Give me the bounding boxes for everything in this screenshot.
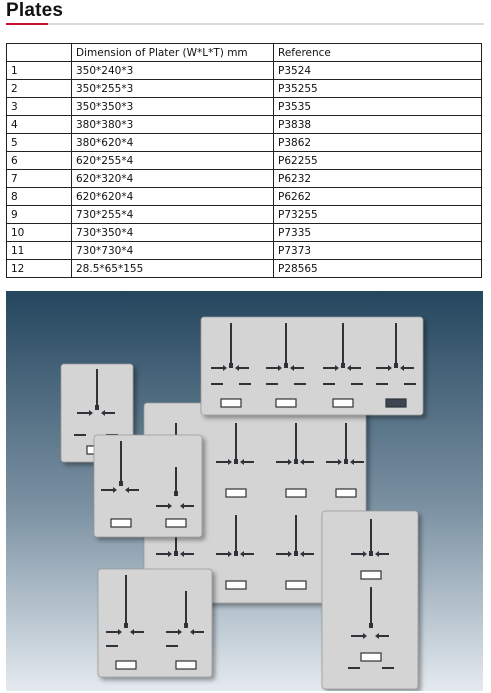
dimension-cell: 350*350*3: [72, 98, 274, 116]
title-divider: [6, 23, 484, 25]
arrow-mark: [351, 383, 363, 385]
row-number-cell: 11: [7, 242, 72, 260]
arrow-mark: [101, 489, 113, 491]
row-number-cell: 2: [7, 80, 72, 98]
arrow-mark: [276, 553, 288, 555]
table-row: [7, 260, 482, 278]
slot-mark: [295, 423, 297, 463]
arrow-mark: [348, 667, 360, 669]
table-header-cell: Dimension of Plater (W*L*T) mm: [72, 44, 274, 62]
hole-mark: [221, 399, 241, 407]
row-number-cell: 9: [7, 206, 72, 224]
slot-end-mark: [341, 363, 345, 368]
slot-mark: [120, 441, 122, 485]
arrow-mark: [156, 505, 168, 507]
slot-end-mark: [369, 623, 373, 628]
hole-mark: [276, 399, 296, 407]
dimension-cell: 28.5*65*155: [72, 260, 274, 278]
table-row: [7, 170, 482, 188]
dimension-cell: 350*255*3: [72, 80, 274, 98]
reference-cell: P7373: [274, 242, 482, 260]
hole-mark: [361, 653, 381, 661]
plate-top-wide: [201, 317, 423, 415]
slot-mark: [96, 369, 98, 409]
reference-cell: P3862: [274, 134, 482, 152]
slot-mark: [342, 323, 344, 367]
arrow-mark: [74, 434, 86, 436]
slot-end-mark: [124, 623, 128, 628]
dimension-cell: 620*255*4: [72, 152, 274, 170]
arrow-mark: [106, 631, 118, 633]
slot-mark: [345, 423, 347, 463]
reference-cell: P6262: [274, 188, 482, 206]
slot-end-mark: [95, 405, 99, 410]
dimension-cell: 380*620*4: [72, 134, 274, 152]
slot-mark: [125, 575, 127, 627]
arrow-mark: [239, 383, 251, 385]
arrow-mark: [106, 645, 118, 647]
slot-end-mark: [234, 459, 238, 464]
row-number-cell: 12: [7, 260, 72, 278]
slot-mark: [230, 323, 232, 367]
arrow-mark: [382, 667, 394, 669]
table-row: [7, 134, 482, 152]
table-row: [7, 62, 482, 80]
reference-cell: P73255: [274, 206, 482, 224]
dimension-cell: 730*350*4: [72, 224, 274, 242]
dimension-cell: 730*255*4: [72, 206, 274, 224]
reference-cell: P62255: [274, 152, 482, 170]
table-row: [7, 242, 482, 260]
slot-end-mark: [394, 363, 398, 368]
arrow-mark: [376, 367, 388, 369]
plate-middle-left: [94, 435, 202, 537]
hole-mark: [226, 489, 246, 497]
hole-mark: [176, 661, 196, 669]
table-row: [7, 206, 482, 224]
hole-mark: [116, 661, 136, 669]
arrow-mark: [323, 367, 335, 369]
arrow-mark: [156, 553, 168, 555]
arrow-mark: [216, 553, 228, 555]
arrow-mark: [266, 383, 278, 385]
dimension-cell: 730*730*4: [72, 242, 274, 260]
hole-mark: [386, 399, 406, 407]
hole-mark: [286, 581, 306, 589]
slot-end-mark: [174, 491, 178, 496]
slot-end-mark: [174, 551, 178, 556]
table-header-row: [7, 44, 482, 62]
slot-mark: [235, 423, 237, 463]
hole-mark: [361, 571, 381, 579]
arrow-mark: [166, 631, 178, 633]
table-row: [7, 116, 482, 134]
dimension-cell: 350*240*3: [72, 62, 274, 80]
plates-illustration: [6, 291, 483, 691]
plate-bottom-left: [98, 569, 212, 677]
title-accent-bar: [6, 23, 48, 25]
slot-mark: [370, 519, 372, 555]
row-number-cell: 4: [7, 116, 72, 134]
slot-end-mark: [294, 551, 298, 556]
arrow-mark: [404, 383, 416, 385]
slot-mark: [175, 467, 177, 495]
table-header-cell: [7, 44, 72, 62]
slot-mark: [185, 591, 187, 627]
arrow-mark: [351, 553, 363, 555]
reference-cell: P28565: [274, 260, 482, 278]
reference-cell: P3838: [274, 116, 482, 134]
hole-mark: [286, 489, 306, 497]
slot-end-mark: [229, 363, 233, 368]
arrow-mark: [216, 461, 228, 463]
table-row: [7, 224, 482, 242]
slot-mark: [235, 515, 237, 555]
table-row: [7, 152, 482, 170]
table-header-cell: Reference: [274, 44, 482, 62]
arrow-mark: [266, 367, 278, 369]
row-number-cell: 8: [7, 188, 72, 206]
reference-cell: P3535: [274, 98, 482, 116]
reference-cell: P35255: [274, 80, 482, 98]
plates-spec-table: [6, 43, 482, 278]
arrow-mark: [351, 635, 363, 637]
slot-end-mark: [284, 363, 288, 368]
arrow-mark: [211, 383, 223, 385]
slot-mark: [370, 587, 372, 627]
slot-mark: [395, 323, 397, 367]
reference-cell: P7335: [274, 224, 482, 242]
slot-end-mark: [234, 551, 238, 556]
slot-end-mark: [294, 459, 298, 464]
slot-mark: [285, 323, 287, 367]
arrow-mark: [211, 367, 223, 369]
reference-cell: P3524: [274, 62, 482, 80]
arrow-mark: [326, 461, 338, 463]
arrow-mark: [276, 461, 288, 463]
hole-mark: [226, 581, 246, 589]
row-number-cell: 6: [7, 152, 72, 170]
arrow-mark: [77, 412, 89, 414]
plate-right-tall: [322, 511, 418, 689]
arrow-mark: [376, 383, 388, 385]
table-row: [7, 80, 482, 98]
slot-mark: [295, 515, 297, 555]
plates-product-photo: [6, 291, 483, 691]
arrow-mark: [323, 383, 335, 385]
hole-mark: [336, 489, 356, 497]
hole-mark: [166, 519, 186, 527]
page-title: Plates: [6, 0, 64, 21]
dimension-cell: 620*320*4: [72, 170, 274, 188]
table-row: [7, 98, 482, 116]
table-row: [7, 188, 482, 206]
reference-cell: P6232: [274, 170, 482, 188]
row-number-cell: 5: [7, 134, 72, 152]
hole-mark: [111, 519, 131, 527]
arrow-mark: [166, 645, 178, 647]
hole-mark: [333, 399, 353, 407]
slot-end-mark: [119, 481, 123, 486]
row-number-cell: 1: [7, 62, 72, 80]
dimension-cell: 620*620*4: [72, 188, 274, 206]
dimension-cell: 380*380*3: [72, 116, 274, 134]
slot-end-mark: [344, 459, 348, 464]
row-number-cell: 10: [7, 224, 72, 242]
slot-end-mark: [369, 551, 373, 556]
row-number-cell: 3: [7, 98, 72, 116]
row-number-cell: 7: [7, 170, 72, 188]
arrow-mark: [294, 383, 306, 385]
slot-end-mark: [184, 623, 188, 628]
